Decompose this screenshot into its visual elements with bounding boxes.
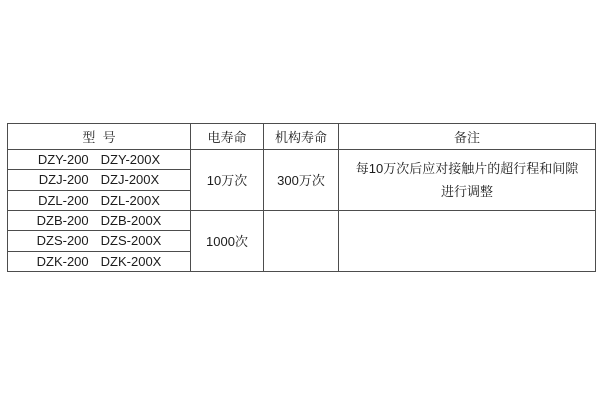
model-pair — [37, 233, 162, 248]
col-header-electrical-life: 电寿命 — [191, 124, 264, 150]
model-cell-dzb — [8, 210, 191, 230]
col-header-mechanism-life: 机构寿命 — [264, 124, 339, 150]
remark-line-1: 每10万次后应对接触片的超行程和间隙 — [355, 160, 579, 176]
remark-cell-group2 — [339, 210, 596, 271]
model-pair — [38, 193, 160, 208]
spec-table — [7, 123, 596, 272]
model-a: DZS-200 — [36, 233, 89, 249]
col-header-model: 型 号 — [8, 124, 191, 150]
model-a: DZJ-200 — [38, 172, 89, 188]
mechanism-life-cell-group2 — [264, 210, 339, 271]
model-cell-dzy — [8, 150, 191, 170]
electrical-life-cell-group1: 10万次 — [191, 150, 264, 211]
electrical-life-cell-group2: 1000次 — [191, 210, 264, 271]
model-a: DZL-200 — [38, 192, 89, 208]
spec-table-container — [7, 123, 596, 272]
model-a: DZY-200 — [37, 152, 89, 168]
model-cell-dzl — [8, 190, 191, 210]
model-cell-dzk — [8, 251, 191, 271]
model-b: DZL-200X — [100, 192, 160, 208]
model-b: DZJ-200X — [100, 172, 160, 188]
model-cell-dzj — [8, 170, 191, 190]
remark-line-2: 进行调整 — [440, 183, 493, 199]
model-b: DZY-200X — [100, 152, 161, 168]
col-header-remark: 备注 — [339, 124, 596, 150]
model-pair — [39, 172, 159, 187]
remark-cell-group1 — [339, 150, 596, 211]
model-b: DZS-200X — [100, 233, 162, 249]
model-a: DZK-200 — [36, 253, 89, 269]
model-b: DZB-200X — [100, 213, 162, 229]
table-row-dzy — [8, 150, 596, 170]
model-pair — [37, 213, 162, 228]
model-cell-dzs — [8, 231, 191, 251]
table-row-dzb — [8, 210, 596, 230]
mechanism-life-cell-group1: 300万次 — [264, 150, 339, 211]
model-pair — [37, 254, 162, 269]
model-pair — [38, 152, 160, 167]
model-a: DZB-200 — [36, 213, 89, 229]
header-row — [8, 124, 596, 150]
model-b: DZK-200X — [100, 253, 162, 269]
